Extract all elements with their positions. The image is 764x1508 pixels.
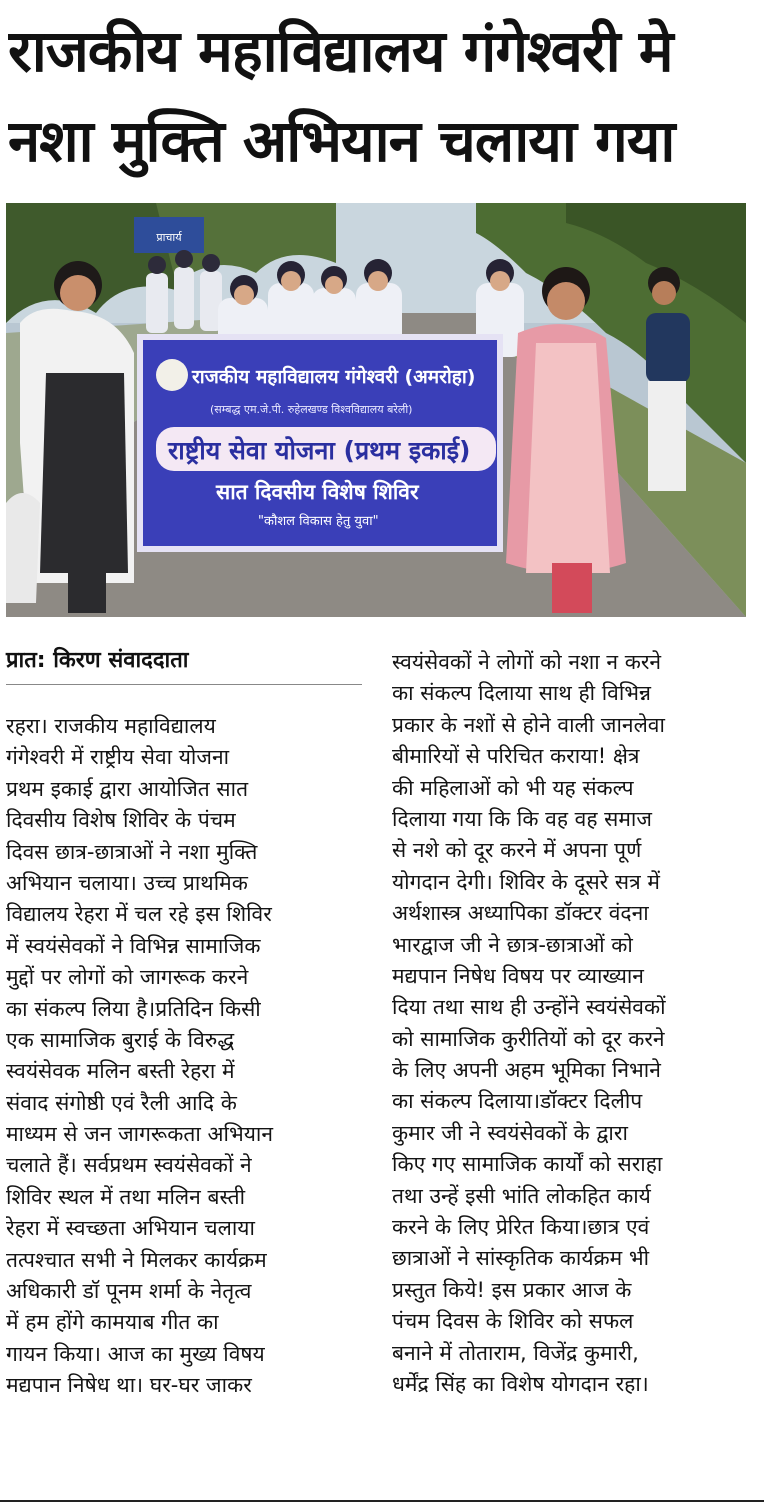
headline-line-1: राजकीय महाविद्यालय गंगेश्वरी मे (8, 17, 673, 85)
text-line: मद्यपान निषेध विषय पर व्याख्यान (392, 963, 644, 988)
shop-sign-text: प्राचार्य (156, 231, 182, 244)
text-line: प्रथम इकाई द्वारा आयोजित सात (6, 776, 249, 801)
banner-line-4: सात दिवसीय विशेष शिविर (216, 480, 419, 504)
text-line: का संकल्प दिलाया।डॉक्टर दिलीप (392, 1089, 643, 1114)
text-line: तत्पश्चात सभी ने मिलकर कार्यक्रम (6, 1247, 267, 1272)
text-line: छात्राओं ने सांस्कृतिक कार्यक्रम भी (392, 1246, 650, 1271)
text-line: बीमारियों से परिचित कराया! क्षेत्र (392, 744, 640, 769)
text-line: शिविर स्थल में तथा मलिन बस्ती (6, 1184, 246, 1209)
text-line: अधिकारी डॉ पूनम शर्मा के नेतृत्व (6, 1279, 252, 1304)
text-line: का संकल्प दिलाया साथ ही विभिन्न (392, 681, 652, 706)
text-line: गायन किया। आज का मुख्य विषय (6, 1341, 265, 1366)
text-line: माध्यम से जन जागरूकता अभियान (6, 1122, 273, 1147)
text-line: कुमार जी ने स्वयंसेवकों के द्वारा (392, 1120, 628, 1145)
text-line: दिया तथा साथ ही उन्होंने स्वयंसेवकों (392, 995, 666, 1020)
text-line: तथा उन्हें इसी भांति लोकहित कार्य (392, 1183, 651, 1208)
text-line: की महिलाओं को भी यह संकल्प (392, 775, 634, 800)
banner-line-3: राष्ट्रीय सेवा योजना (प्रथम इकाई) (168, 436, 471, 465)
text-line: योगदान देगी। शिविर के दूसरे सत्र में (392, 869, 660, 894)
banner-line-1: राजकीय महाविद्यालय गंगेश्वरी (अमरोहा) (192, 366, 476, 388)
text-line: करने के लिए प्रेरित किया।छात्र एवं (392, 1215, 650, 1240)
text-line: रेहरा में स्वच्छता अभियान चलाया (6, 1216, 255, 1241)
text-line: प्रस्तुत किये! इस प्रकार आज के (392, 1277, 632, 1302)
text-line: दिलाया गया कि कि वह वह समाज (392, 806, 652, 831)
text-line: बनाने में तोताराम, विजेंद्र कुमारी, (392, 1340, 639, 1365)
text-line: के लिए अपनी अहम भूमिका निभाने (392, 1058, 661, 1083)
article-column-1 (6, 711, 364, 1402)
text-line: पंचम दिवस के शिविर को सफल (392, 1309, 634, 1334)
text-line: अभियान चलाया। उच्च प्राथमिक (6, 870, 248, 895)
headline (8, 6, 756, 186)
text-line: किए गए सामाजिक कार्यों को सराहा (392, 1152, 663, 1177)
text-line: प्रकार के नशों से होने वाली जानलेवा (392, 712, 665, 737)
text-line: रहरा। राजकीय महाविद्यालय (6, 714, 216, 738)
text-line: में हम होंगे कामयाब गीत का (6, 1310, 219, 1335)
text-line: स्वयंसेवकों ने लोगों को नशा न करने (392, 650, 662, 674)
text-line: स्वयंसेवक मलिन बस्ती रेहरा में (6, 1059, 235, 1084)
headline-line-2: नशा मुक्ति अभियान चलाया गया (8, 107, 675, 175)
news-photo (6, 203, 746, 617)
text-line: गंगेश्वरी में राष्ट्रीय सेवा योजना (6, 745, 230, 770)
text-line: चलाते हैं। सर्वप्रथम स्वयंसेवकों ने (6, 1153, 252, 1178)
text-line: भारद्वाज जी ने छात्र-छात्राओं को (392, 932, 633, 957)
text-line: धर्मेंद्र सिंह का विशेष योगदान रहा। (392, 1371, 649, 1396)
nss-banner (140, 337, 500, 549)
text-line: को सामाजिक कुरीतियों को दूर करने (392, 1026, 665, 1051)
article-column-2 (392, 647, 748, 1400)
text-line: अर्थशास्त्र अध्यापिका डॉक्टर वंदना (392, 901, 649, 926)
text-line: दिवसीय विशेष शिविर के पंचम (6, 808, 236, 833)
byline: प्रात: किरण संवाददाता (6, 648, 189, 673)
text-line: मद्यपान निषेध था। घर-घर जाकर (6, 1373, 252, 1398)
text-line: का संकल्प लिया है।प्रतिदिन किसी (6, 996, 261, 1021)
byline-rule (6, 684, 362, 685)
text-line: संवाद संगोष्ठी एवं रैली आदि के (6, 1090, 237, 1115)
text-line: से नशे को दूर करने में अपना पूर्ण (392, 838, 642, 863)
text-line: एक सामाजिक बुराई के विरुद्ध (6, 1027, 235, 1052)
banner-line-5: "कौशल विकास हेतु युवा" (258, 514, 379, 529)
text-line: में स्वयंसेवकों ने विभिन्न सामाजिक (6, 933, 261, 958)
text-line: विद्यालय रेहरा में चल रहे इस शिविर (6, 902, 272, 927)
banner-line-2: (सम्बद्ध एम.जे.पी. रुहेलखण्ड विश्वविद्यालय बरेली) (210, 403, 413, 416)
page-bottom-rule (0, 1500, 764, 1502)
text-line: मुद्दों पर लोगों को जागरूक करने (6, 965, 249, 990)
text-line: दिवस छात्र-छात्राओं ने नशा मुक्ति (6, 839, 258, 864)
